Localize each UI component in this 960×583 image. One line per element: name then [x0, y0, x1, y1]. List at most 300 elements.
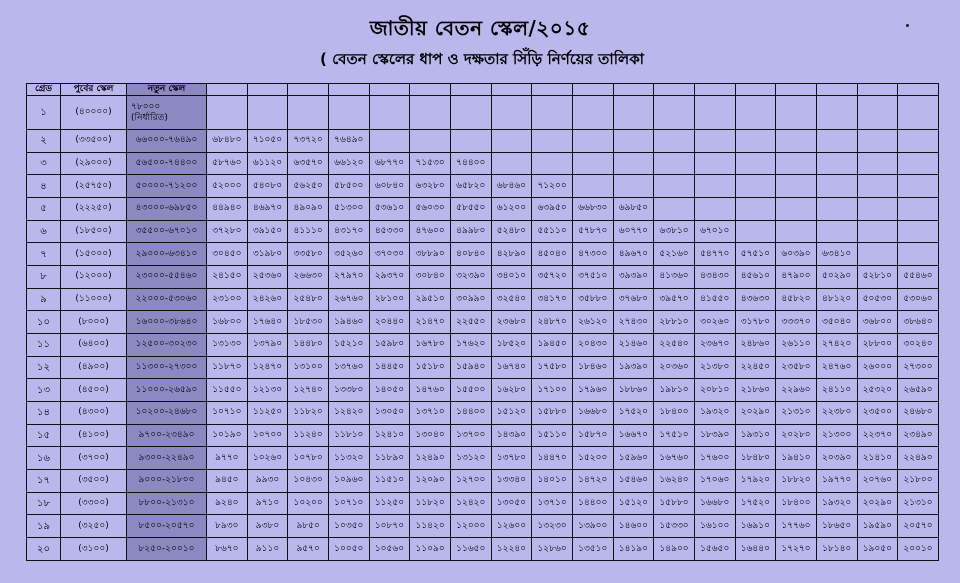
step-cell: ১৬৭৪০ — [491, 356, 532, 379]
step-cell: ১৫৮৮০ — [532, 402, 573, 425]
step-cell — [572, 130, 613, 153]
step-cell: ৩৬৮০০ — [857, 311, 898, 334]
step-cell: ১৩০৫০ — [491, 492, 532, 515]
grade-cell: ২ — [27, 130, 61, 153]
step-cell: ৩০৪৫০ — [207, 243, 248, 266]
step-cell — [898, 130, 939, 153]
step-cell: ৫৬০৩০ — [410, 198, 451, 221]
header-step-cell — [898, 84, 939, 96]
grade-cell: ১ — [27, 96, 61, 130]
step-cell — [369, 96, 410, 130]
step-cell: ১৩৩৮০ — [328, 379, 369, 402]
grade-cell: ১১ — [27, 334, 61, 357]
grade-cell: ১৫ — [27, 424, 61, 447]
step-cell: ২৪৮৭০ — [532, 311, 573, 334]
step-cell: ১৮৫৩০ — [288, 311, 329, 334]
step-cell — [735, 152, 776, 175]
step-cell: ২০৪৪০ — [369, 311, 410, 334]
grade-cell: ১৯ — [27, 515, 61, 538]
step-cell: ৩৯৫৭০ — [654, 288, 695, 311]
header-step-cell — [247, 84, 288, 96]
step-cell — [816, 220, 857, 243]
grade-cell: ৩ — [27, 152, 61, 175]
new-scale-cell: ১১৩০০-২৭৩০০ — [127, 356, 207, 379]
step-cell: ১৩৭৯০ — [247, 334, 288, 357]
step-cell: ২৪৮৬০ — [735, 334, 776, 357]
step-cell: ১১৫১০ — [369, 470, 410, 493]
step-cell: ৪২৮৯০ — [491, 243, 532, 266]
step-cell: ২০৪৩০ — [572, 334, 613, 357]
step-cell: ১৪৬০০ — [613, 515, 654, 538]
step-cell: ১৭৫২০ — [735, 492, 776, 515]
step-cell: ১০৭১০ — [207, 402, 248, 425]
step-cell: ২২৩৭০ — [857, 424, 898, 447]
header-step-cell — [491, 84, 532, 96]
step-cell — [735, 130, 776, 153]
step-cell: ১৫৮৭০ — [572, 424, 613, 447]
step-cell — [491, 96, 532, 130]
grade-cell: ১৮ — [27, 492, 61, 515]
step-cell: ১৮৩৯০ — [694, 424, 735, 447]
step-cell: ৬৩২৮০ — [410, 175, 451, 198]
step-cell: ১৫৯৮০ — [369, 334, 410, 357]
table-header-row — [27, 84, 939, 96]
table-row — [27, 130, 939, 153]
header-step-cell — [328, 84, 369, 96]
step-cell: ২১৪৭০ — [410, 311, 451, 334]
step-cell: ৪৯৯৮০ — [450, 220, 491, 243]
step-cell: ৭৬৪৯০ — [328, 130, 369, 153]
step-cell: ১৮৪০০ — [654, 402, 695, 425]
table-row — [27, 402, 939, 425]
step-cell: ১৭৬০০ — [694, 447, 735, 470]
new-scale-cell: ১১০০০-২৬৫৯০ — [127, 379, 207, 402]
new-scale-cell: ৮২৫০-২০০১০ — [127, 538, 207, 561]
step-cell: ৪৫০৪০ — [532, 243, 573, 266]
step-cell: ৮৯৩০ — [207, 515, 248, 538]
step-cell: ১৯৩২০ — [694, 402, 735, 425]
step-cell — [857, 198, 898, 221]
step-cell: ১৬৬৮০ — [572, 402, 613, 425]
new-scale-cell: ৮৫০০-২০৫৭০ — [127, 515, 207, 538]
step-cell: ১১৮৯০ — [369, 447, 410, 470]
step-cell: ৫৮৫০০ — [328, 175, 369, 198]
step-cell: ২৭৪৩০ — [613, 311, 654, 334]
step-cell: ৩৭৫১০ — [572, 266, 613, 289]
step-cell: ২০২৯০ — [857, 492, 898, 515]
table-row — [27, 266, 939, 289]
step-cell — [898, 96, 939, 130]
step-cell — [613, 130, 654, 153]
old-scale-cell: (১৫০০০) — [61, 243, 127, 266]
grade-cell: ১২ — [27, 356, 61, 379]
grade-cell: ৯ — [27, 288, 61, 311]
step-cell: ১০৪৩০ — [288, 470, 329, 493]
step-cell: ২১৮০০ — [898, 470, 939, 493]
step-cell — [816, 96, 857, 130]
step-cell: ৫৬২৫০ — [288, 175, 329, 198]
step-cell: ১৫১২০ — [491, 402, 532, 425]
step-cell: ৩৮৬৪০ — [898, 311, 939, 334]
step-cell: ১৬৯১০ — [735, 515, 776, 538]
step-cell: ৫৮৫৫০ — [450, 198, 491, 221]
step-cell: ৩১৭৮০ — [735, 311, 776, 334]
step-cell: ৫৪৭৭০ — [694, 243, 735, 266]
step-cell: ৬৯৮৫০ — [613, 198, 654, 221]
step-cell — [613, 152, 654, 175]
table-row — [27, 175, 939, 198]
step-cell: ২১৩১০ — [776, 402, 817, 425]
header-step-cell — [369, 84, 410, 96]
step-cell: ১৯৮১০ — [654, 379, 695, 402]
grade-cell: ১৩ — [27, 379, 61, 402]
step-cell: ২৬৭৬০ — [328, 288, 369, 311]
step-cell: ৬৮৭৭০ — [369, 152, 410, 175]
step-cell: ২৩৪৯০ — [898, 424, 939, 447]
step-cell: ১৮৬৫০ — [816, 515, 857, 538]
step-cell: ১১৬৫০ — [450, 538, 491, 561]
step-cell: ১৩৭১০ — [410, 402, 451, 425]
step-cell: ১৮৮২০ — [776, 470, 817, 493]
step-cell: ৯৪৫০ — [207, 470, 248, 493]
old-scale-cell: (৩৩০০) — [61, 492, 127, 515]
step-cell: ১৭৫১০ — [654, 424, 695, 447]
step-cell: ৩২৩৯০ — [450, 266, 491, 289]
step-cell: ১৮৪০০ — [776, 492, 817, 515]
step-cell: ৩৯৩৯০ — [613, 266, 654, 289]
step-cell: ৯২৪০ — [207, 492, 248, 515]
table-row — [27, 424, 939, 447]
step-cell: ৫১৩০০ — [328, 198, 369, 221]
table-row — [27, 492, 939, 515]
step-cell — [694, 152, 735, 175]
header-step-cell — [450, 84, 491, 96]
step-cell: ৩৮৮৯০ — [410, 243, 451, 266]
new-scale-cell: ৬৬০০০-৭৬৪৯০ — [127, 130, 207, 153]
grade-cell: ১০ — [27, 311, 61, 334]
step-cell: ১০৭০০ — [247, 424, 288, 447]
step-cell: ১৯৭৭০ — [816, 470, 857, 493]
step-cell — [247, 96, 288, 130]
step-cell: ২০০১০ — [898, 538, 939, 561]
table-row — [27, 198, 939, 221]
step-cell — [532, 130, 573, 153]
step-cell: ২৩৫৮০ — [776, 356, 817, 379]
table-row — [27, 356, 939, 379]
step-cell: ৪৩১৭০ — [328, 220, 369, 243]
old-scale-cell: (৩১০০) — [61, 538, 127, 561]
step-cell: ৮৬৭০ — [207, 538, 248, 561]
table-row — [27, 243, 939, 266]
old-scale-cell: (১৮৫০০) — [61, 220, 127, 243]
step-cell: ২৩৫০০ — [857, 402, 898, 425]
step-cell: ১৬১০০ — [694, 515, 735, 538]
step-cell: ১৪৯০০ — [654, 538, 695, 561]
header-step-cell — [613, 84, 654, 96]
step-cell — [410, 130, 451, 153]
step-cell: ১০২৬০ — [247, 447, 288, 470]
step-cell — [898, 220, 939, 243]
step-cell: ৬০৭৭০ — [613, 220, 654, 243]
step-cell: ৩০২৪০ — [898, 334, 939, 357]
step-cell: ২০২৯০ — [735, 402, 776, 425]
step-cell: ৬৮৪৮০ — [207, 130, 248, 153]
step-cell: ১১৩২০ — [328, 447, 369, 470]
new-scale-cell: ৩৫৫০০-৬৭০১০ — [127, 220, 207, 243]
table-row — [27, 311, 939, 334]
new-scale-cell: ২৯০০০-৬৩৪১০ — [127, 243, 207, 266]
step-cell: ৯৯৩০ — [247, 470, 288, 493]
step-cell: ১০৮৭০ — [369, 515, 410, 538]
step-cell — [491, 152, 532, 175]
step-cell: ২৫৩৬০ — [247, 266, 288, 289]
header-step-cell — [857, 84, 898, 96]
new-scale-cell: ১৬০০০-৩৮৬৪০ — [127, 311, 207, 334]
step-cell: ৩২৫৪০ — [491, 288, 532, 311]
step-cell: ২২৪৯০ — [898, 447, 939, 470]
step-cell — [328, 96, 369, 130]
step-cell: ৪৯০৯০ — [288, 198, 329, 221]
step-cell: ১৭১০০ — [532, 379, 573, 402]
new-scale-cell: ২৩০০০-৫৫৪৬০ — [127, 266, 207, 289]
step-cell: ২৩৬৮০ — [491, 311, 532, 334]
step-cell: ৩০৮৪০ — [410, 266, 451, 289]
step-cell: ১৯৫৯০ — [857, 515, 898, 538]
grade-cell: ৭ — [27, 243, 61, 266]
step-cell: ১৯৩১০ — [735, 424, 776, 447]
step-cell: ৩০২৬০ — [694, 311, 735, 334]
table-row — [27, 515, 939, 538]
step-cell: ২৯৫১০ — [410, 288, 451, 311]
step-cell — [898, 175, 939, 198]
table-row — [27, 538, 939, 561]
step-cell: ১২৮৬০ — [532, 538, 573, 561]
step-cell: ১৫৯৪০ — [450, 356, 491, 379]
step-cell: ১২২৪০ — [491, 538, 532, 561]
step-cell: ৫৭৫১০ — [735, 243, 776, 266]
step-cell: ১৯৪৬০ — [328, 311, 369, 334]
step-cell: ৬৩৯৫০ — [532, 198, 573, 221]
old-scale-cell: (৪০০০০) — [61, 96, 127, 130]
step-cell: ১৪৪৫০ — [369, 356, 410, 379]
step-cell: ১৫৩৩০ — [654, 515, 695, 538]
step-cell — [694, 175, 735, 198]
new-scale-cell: ৪৩০০০-৬৯৮৫০ — [127, 198, 207, 221]
step-cell: ২৩৬৭০ — [694, 334, 735, 357]
step-cell: ১৮৪৮০ — [735, 447, 776, 470]
step-cell: ৪৩৪৩০ — [694, 266, 735, 289]
step-cell — [572, 96, 613, 130]
step-cell: ১৪১৯০ — [613, 538, 654, 561]
step-cell: ২১৩৮০ — [694, 356, 735, 379]
step-cell — [776, 198, 817, 221]
step-cell: ১২৪৯০ — [410, 447, 451, 470]
step-cell — [816, 198, 857, 221]
step-cell: ৫০২৯০ — [816, 266, 857, 289]
step-cell — [776, 175, 817, 198]
grade-cell: ৫ — [27, 198, 61, 221]
step-cell: ২০৫৭০ — [898, 515, 939, 538]
table-row — [27, 152, 939, 175]
step-cell: ১৯৪৫০ — [532, 334, 573, 357]
step-cell: ১৩০৫০ — [369, 402, 410, 425]
header-step-cell — [207, 84, 248, 96]
step-cell: ২৬১১০ — [776, 334, 817, 357]
step-cell — [898, 243, 939, 266]
step-cell — [776, 220, 817, 243]
page-subtitle: ( বেতন স্কেলের ধাপ ও দক্ষতার সিঁড়ি নির্ণয়ের তালিকা — [320, 50, 645, 68]
step-cell: ১৩১৩০ — [207, 334, 248, 357]
step-cell — [532, 152, 573, 175]
step-cell: ৫২১৬০ — [654, 243, 695, 266]
step-cell: ৪৭৩০০ — [572, 243, 613, 266]
step-cell: ১৫১১০ — [532, 424, 573, 447]
step-cell: ৭১২০০ — [532, 175, 573, 198]
step-cell: ২৪১১০ — [816, 379, 857, 402]
old-scale-cell: (১১০০০) — [61, 288, 127, 311]
step-cell: ৬০৮৪০ — [369, 175, 410, 198]
step-cell: ২৬০০০ — [857, 356, 898, 379]
old-scale-cell: (২৯০০০) — [61, 152, 127, 175]
step-cell — [898, 152, 939, 175]
header-grade: গ্রেড — [27, 84, 61, 96]
step-cell: ৬৬৮৩০ — [572, 198, 613, 221]
step-cell: ২৪২৬০ — [247, 288, 288, 311]
pay-scale-table — [26, 83, 939, 561]
step-cell: ৪৫৩৩০ — [369, 220, 410, 243]
step-cell: ১১০৯০ — [410, 538, 451, 561]
grade-cell: ২০ — [27, 538, 61, 561]
step-cell: ১৫৬৫০ — [694, 538, 735, 561]
step-cell: ১২৪২০ — [450, 492, 491, 515]
step-cell: ১৫২০০ — [572, 447, 613, 470]
step-cell: ৫৫৪৬০ — [898, 266, 939, 289]
step-cell: ১৭৬২০ — [450, 334, 491, 357]
step-cell: ১৪৭২০ — [572, 470, 613, 493]
header-step-cell — [694, 84, 735, 96]
step-cell: ১৬৪৪০ — [735, 538, 776, 561]
step-cell — [654, 198, 695, 221]
step-cell: ২১৮৬০ — [735, 379, 776, 402]
step-cell: ১৮৪৬০ — [572, 356, 613, 379]
step-cell — [857, 243, 898, 266]
header-step-cell — [572, 84, 613, 96]
header-new-scale: নতুন স্কেল — [127, 84, 207, 96]
old-scale-cell: (৪৯০০) — [61, 356, 127, 379]
table-row — [27, 334, 939, 357]
old-scale-cell: (৩৫০০) — [61, 470, 127, 493]
step-cell: ৪৫৬১০ — [735, 266, 776, 289]
step-cell: ২৫৩২০ — [857, 379, 898, 402]
step-cell — [857, 175, 898, 198]
step-cell: ২৮১০০ — [369, 288, 410, 311]
new-scale-cell: ১২৫০০-৩০২৩০ — [127, 334, 207, 357]
step-cell — [207, 96, 248, 130]
step-cell: ১১২৫০ — [247, 402, 288, 425]
step-cell: ৯১১০ — [247, 538, 288, 561]
step-cell: ৭১০৫০ — [247, 130, 288, 153]
step-cell: ৩৯১৫০ — [247, 220, 288, 243]
step-cell: ১৩৩৪০ — [491, 470, 532, 493]
step-cell: ২৮৮০০ — [857, 334, 898, 357]
header-step-cell — [776, 84, 817, 96]
old-scale-cell: (৩৭০০) — [61, 447, 127, 470]
step-cell: ১৯৩২০ — [816, 492, 857, 515]
step-cell — [491, 130, 532, 153]
step-cell: ২৫৪৮০ — [288, 288, 329, 311]
step-cell: ১০০৫০ — [328, 538, 369, 561]
table-row — [27, 220, 939, 243]
step-cell: ৫৮৭৬০ — [207, 152, 248, 175]
table-row — [27, 379, 939, 402]
step-cell — [450, 96, 491, 130]
step-cell: ৫২৪৮০ — [491, 220, 532, 243]
old-scale-cell: (২২২৫০) — [61, 198, 127, 221]
step-cell: ১০৯৬০ — [328, 470, 369, 493]
step-cell: ৫৩৬১০ — [369, 198, 410, 221]
step-cell: ২৬৬৩০ — [288, 266, 329, 289]
step-cell: ৬৩৫৭০ — [288, 152, 329, 175]
old-scale-cell: (৩৩৫০০) — [61, 130, 127, 153]
step-cell: ১৪৪০০ — [450, 402, 491, 425]
new-scale-cell: ৯৭০০-২৩৪৯০ — [127, 424, 207, 447]
step-cell: ১৬৭৬০ — [654, 447, 695, 470]
step-cell: ১৪৪০০ — [572, 492, 613, 515]
step-cell: ১৩৭০০ — [450, 424, 491, 447]
step-cell: ২৬৫৯০ — [898, 379, 939, 402]
step-cell: ৭১৫৩০ — [410, 152, 451, 175]
header-step-cell — [532, 84, 573, 96]
step-cell: ১০৭৮০ — [288, 447, 329, 470]
step-cell: ১৪৪৮০ — [288, 334, 329, 357]
step-cell — [369, 130, 410, 153]
step-cell: ২১৩০০ — [816, 424, 857, 447]
step-cell: ১৭৯৬০ — [572, 379, 613, 402]
step-cell: ১১৮৭০ — [207, 356, 248, 379]
step-cell — [613, 96, 654, 130]
grade-cell: ১৭ — [27, 470, 61, 493]
step-cell: ১২৬০০ — [491, 515, 532, 538]
header-old-scale: পুর্বের স্কেল — [61, 84, 127, 96]
old-scale-cell: (২৫৭৫০) — [61, 175, 127, 198]
grade-cell: ৮ — [27, 266, 61, 289]
step-cell: ২২৫৫০ — [450, 311, 491, 334]
step-cell: ১৩১২০ — [450, 447, 491, 470]
step-cell: ১১৮১০ — [328, 424, 369, 447]
step-cell: ১৫৯৬০ — [613, 447, 654, 470]
old-scale-cell: (৩২৫০) — [61, 515, 127, 538]
step-cell: ১৯৪১০ — [776, 447, 817, 470]
step-cell: ৩৪০১০ — [491, 266, 532, 289]
step-cell: ৪১১১০ — [288, 220, 329, 243]
page-title: জাতীয় বেতন স্কেল/২০১৫ — [369, 16, 591, 40]
step-cell: ৫৩০৬০ — [898, 288, 939, 311]
grade-cell: ৪ — [27, 175, 61, 198]
step-cell: ৪৫৮২০ — [776, 288, 817, 311]
step-cell: ২৪৬৮০ — [898, 402, 939, 425]
step-cell: ১৬৬৮০ — [694, 492, 735, 515]
step-cell — [613, 175, 654, 198]
step-cell: ১৭৯২০ — [735, 470, 776, 493]
new-scale-cell: ৯০০০-২১৮০০ — [127, 470, 207, 493]
step-cell: ৯৭৭০ — [207, 447, 248, 470]
step-cell — [776, 130, 817, 153]
grade-cell: ১৬ — [27, 447, 61, 470]
new-scale-note: (নির্ধারিত) — [131, 112, 168, 123]
step-cell: ২২৯৬০ — [776, 379, 817, 402]
step-cell: ৩৩৩৭০ — [776, 311, 817, 334]
step-cell: ২৪১৫০ — [207, 266, 248, 289]
